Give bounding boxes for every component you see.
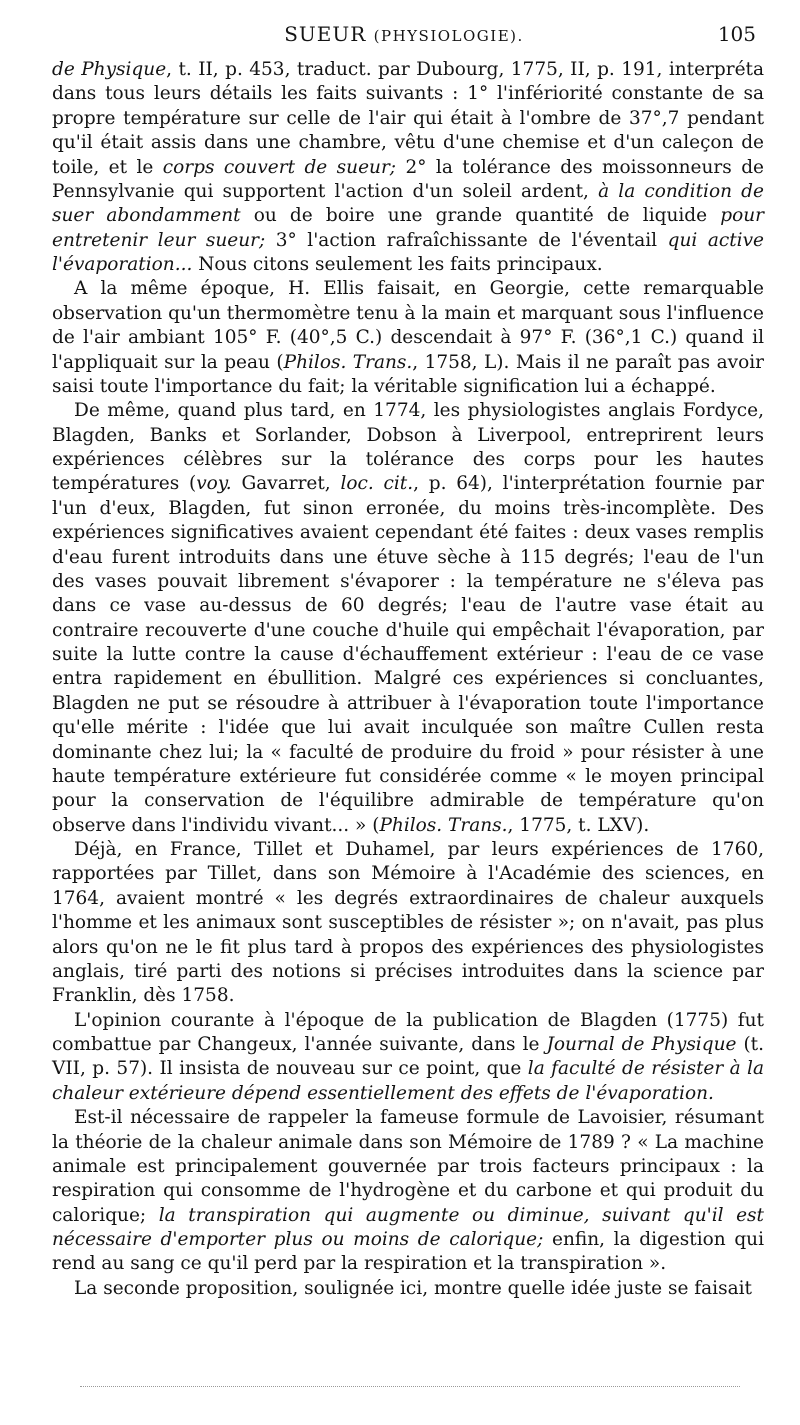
italic-text-run: Journal de Physique: [546, 1034, 737, 1055]
page-number: 105: [717, 22, 756, 46]
text-run: La seconde proposition, soulignée ici, montre quelle idée juste se faisait: [74, 1277, 752, 1299]
italic-text-run: qui active l'évaporation...: [52, 229, 764, 275]
body-text: [52, 58, 764, 1301]
text-run: Gavarret,: [231, 473, 341, 495]
paragraph-3: [52, 399, 764, 838]
italic-text-run: Philos. Trans.: [379, 814, 508, 836]
text-run: L'opinion courante à l'époque de la publication de Blagden (1775) fut combattue par Changeux, l'année suivante, dans le: [52, 1009, 764, 1055]
running-title: [52, 22, 756, 46]
italic-text-run: de Physique: [52, 59, 167, 80]
text-run: Est-il nécessaire de rappeler la fameuse formule de Lavoisier, résumant la théorie de la chaleur animale dans son Mémoire de 1789 ? « La machine animale est principalement gouvernée par trois facteurs principaux : la respiration qui consomme de l'hydrogène et du carbone et qui produit du calorique;: [52, 1107, 764, 1226]
text-run: (t. VII, p. 57). Il insista de nouveau sur ce point, que: [52, 1034, 764, 1080]
running-title-sub: (PHYSIOLOGIE).: [373, 27, 524, 45]
paragraph-6: [52, 1106, 764, 1277]
running-header: [52, 22, 756, 52]
running-title-main: SUEUR: [284, 22, 367, 46]
italic-text-run: pour entretenir leur sueur;: [52, 205, 764, 251]
footer-rule: [80, 1386, 740, 1387]
text-run: De même, quand plus tard, en 1774, les physiologistes anglais Fordyce, Blagden, Banks et Sorlander, Dobson à Liverpool, entreprirent leurs expériences célèbres sur la tolérance des corps pour les hautes températures (: [52, 400, 764, 495]
italic-text-run: voy.: [196, 473, 232, 495]
italic-text-run: à la condition de suer abondamment: [52, 180, 764, 227]
text-run: enfin, la digestion qui rend au sang ce qu'il perd par la respiration et la transpiration ».: [52, 1229, 765, 1275]
paragraph-2: [52, 277, 764, 399]
italic-text-run: la faculté de résister à la chaleur extérieure dépend essentiellement des effets de l'évaporation.: [52, 1058, 764, 1104]
italic-text-run: la transpiration qui augmente ou diminue, suivant qu'il est nécessaire d'emporter plus ou moins de calorique;: [52, 1204, 764, 1250]
text-run: Déjà, en France, Tillet et Duhamel, par leurs expériences de 1760, rapportées par Tillet, dans son Mémoire à l'Académie des sciences, en 1764, avaient montré « les degrés extraordinaires de chaleur auxquels l'homme et les animaux sont susceptibles de résister »; on n'avait, pas plus alors qu'on ne le fit plus tard à propos des expériences des physiologistes anglais, tiré parti des notions si précises introduites dans la science par Franklin, dès 1758.: [52, 839, 764, 1007]
italic-text-run: loc. cit.: [340, 473, 414, 495]
text-run: , 1758, L). Mais il ne paraît pas avoir saisi toute l'importance du fait; la véritable signification lui a échappé.: [52, 351, 764, 397]
text-run: A la même époque, H. Ellis faisait, en Georgie, cette remarquable observation qu'un thermomètre tenu à la main et marquant sous l'influence de l'air ambiant 105° F. (40°,5 C.) descendait à 97° F. (36°,1 C.) quand il l'appliquait sur la peau (: [52, 278, 764, 373]
text-run: 2° la tolérance des moissonneurs de Pennsylvanie qui supportent l'action d'un soleil ardent,: [52, 156, 764, 202]
paragraph-7: [52, 1277, 764, 1301]
text-run: , 1775, t. LXV).: [507, 814, 650, 836]
italic-text-run: corps couvert de sueur;: [162, 156, 397, 178]
text-run: Nous citons seulement les faits principaux.: [192, 254, 603, 275]
text-run: ou de boire une grande quantité de liquide: [240, 205, 721, 227]
paragraph-1: [52, 58, 764, 277]
text-run: 3° l'action rafraîchissante de l'éventail: [265, 229, 668, 251]
text-run: , p. 64), l'interprétation fournie par l'un d'eux, Blagden, fut sinon erronée, du moins très-incomplète. Des expériences significatives avaient cependant été faites : deux vases remplis d'eau furent introduits dans une étuve sèche à 115 degrés; l'eau de l'un des vases pouvait librement s'évaporer : la température ne s'éleva pas dans ce vase au-dessus de 60 degrés; l'eau de l'autre vase était au contraire recouverte d'une couche d'huile qui empêchait l'évaporation, par suite la lutte contre la cause d'échauffement extérieur : l'eau de ce vase entra rapidement en ébullition. Malgré ces expériences si concluantes, Blagden ne put se résoudre à attribuer à l'évaporation toute l'importance qu'elle mérite : l'idée que lui avait inculquée son maître Cullen resta dominante chez lui; la « faculté de produire du froid » pour résister à une haute température extérieure fut considérée comme « le moyen principal pour la conservation de l'équilibre admirable de température qu'on observe dans l'individu vivant... » (: [52, 473, 764, 836]
paragraph-5: [52, 1009, 764, 1107]
italic-text-run: Philos. Trans.: [283, 351, 413, 373]
paragraph-4: [52, 838, 764, 1009]
text-run: , t. II, p. 453, traduct. par Dubourg, 1775, II, p. 191, interpréta dans tous leurs détails les faits suivants : 1° l'infériorité constante de sa propre température sur celle de l'air qui était à l'ombre de 37°,7 pendant qu'il était assis dans une chambre, vêtu d'une chemise et d'un caleçon de toile, et le: [52, 59, 764, 178]
